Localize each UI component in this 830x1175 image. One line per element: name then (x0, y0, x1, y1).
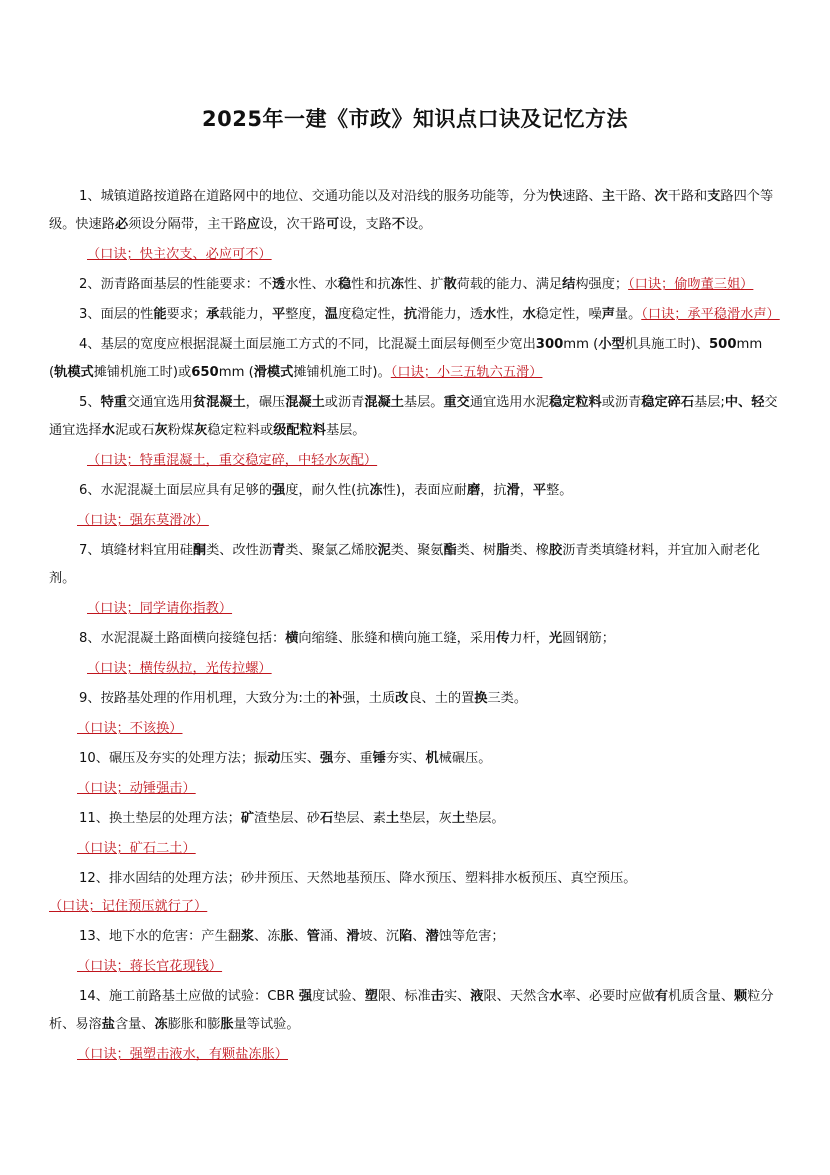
keyword: 强 (272, 483, 286, 498)
text-run: 量。 (614, 307, 642, 322)
text-run: 1、城镇道路按道路在道路网中的地位、交通功能以及对沿线的服务功能等，分为 (79, 189, 549, 204)
keyword: 机 (425, 751, 439, 766)
text-run: 膨胀和膨 (167, 1017, 221, 1032)
keyword: 强 (319, 751, 334, 766)
text-run: 8、水泥混凝土路面横向接缝包括： (79, 631, 286, 646)
keyword: 500 (708, 337, 737, 352)
keyword: 支 (707, 189, 721, 204)
keyword: 滑模式 (253, 365, 294, 380)
keyword: 稳 (337, 277, 352, 292)
text-run: 滑能力，透 (417, 307, 484, 322)
text-run: 强，土质 (342, 691, 396, 706)
text-run: 整度， (285, 307, 325, 322)
text-run: 14、施工前路基土应做的试验：CBR (79, 989, 299, 1004)
text-run: 良、土的置 (408, 691, 475, 706)
text-run: 垫层，灰 (399, 811, 452, 826)
text-run: 基层; (694, 395, 725, 410)
text-run: 涌、 (319, 929, 347, 944)
keyword: 灰 (154, 423, 168, 438)
mnemonic-line: （口诀；横传纵拉，光传拉螺） (87, 661, 272, 676)
mnemonic-inline: （口诀；偷吻董三姐） (628, 277, 754, 292)
text-run: 含量、 (114, 1017, 155, 1032)
text-run: 向缩缝、胀缝和横向施工缝，采用 (298, 631, 497, 646)
keyword: 换 (474, 691, 488, 706)
text-run: 11、换土垫层的处理方法； (79, 811, 241, 826)
keyword: 陷 (399, 929, 413, 944)
text-run: 速路、 (562, 189, 602, 204)
text-run: 类、聚氨 (390, 543, 444, 558)
keyword: 磨 (466, 483, 481, 498)
mnemonic-inline: （口诀；承平稳滑水声） (641, 307, 780, 322)
mnemonic-line: （口诀；动锤强击） (77, 781, 196, 796)
keyword: 颗 (734, 989, 748, 1004)
knowledge-point-6 (49, 477, 784, 505)
text-run: 稳定粒料或 (207, 423, 274, 438)
text-run: 设，次干路 (260, 217, 326, 232)
keyword: 胶 (548, 543, 563, 558)
text-run: 夯、重 (333, 751, 373, 766)
keyword: 必 (114, 217, 129, 232)
text-run: 度，耐久性(抗 (285, 483, 370, 498)
text-run: 坡、沉 (359, 929, 400, 944)
text-run: 机具施工时)、 (624, 337, 709, 352)
keyword: 抗 (403, 307, 418, 322)
keyword: 泥 (377, 543, 391, 558)
keyword: 级配粒料 (273, 423, 326, 438)
mnemonic-line: （口诀；蒋长官花现钱） (77, 959, 223, 974)
text-run: 机质含量、 (668, 989, 735, 1004)
text-run: mm ( (49, 337, 763, 380)
text-run: 10、碾压及夯实的处理方法；振 (79, 751, 268, 766)
text-run: 设。 (405, 217, 432, 232)
text-run: 实、 (443, 989, 471, 1004)
text-run: 5、 (79, 395, 101, 410)
text-run: mm ( (218, 365, 254, 380)
keyword: 300 (535, 337, 564, 352)
keyword: 主 (601, 189, 615, 204)
keyword: 盐 (101, 1017, 115, 1032)
text-run: 粒分析、易溶 (49, 989, 774, 1032)
knowledge-point-1 (49, 183, 784, 239)
keyword: 温 (324, 307, 338, 322)
knowledge-point-2 (49, 271, 784, 299)
keyword: 水 (101, 423, 115, 438)
keyword: 透 (272, 277, 286, 292)
text-run: 水性、水 (285, 277, 338, 292)
text-run: 、 (412, 929, 426, 944)
knowledge-point-7 (49, 537, 784, 593)
knowledge-point-14 (49, 983, 784, 1039)
keyword: 结 (562, 277, 576, 292)
keyword: 酮 (192, 543, 207, 558)
keyword: 矿 (240, 811, 255, 826)
mnemonic-inline: （口诀；记住预压就行了） (49, 899, 208, 914)
text-run: 基层。 (325, 423, 366, 438)
keyword: 水 (483, 307, 497, 322)
keyword: 水 (522, 307, 536, 322)
keyword: 强 (298, 989, 313, 1004)
page-title: 2025年一建《市政》知识点口诀及记忆方法 (202, 107, 628, 131)
mnemonic-line: （口诀；强塑击液水，有颗盐冻胀） (77, 1047, 288, 1062)
knowledge-point-4 (49, 331, 784, 387)
keyword: 光 (548, 631, 563, 646)
text-run: 6、水泥混凝土面层应具有足够的 (79, 483, 273, 498)
text-run: 12、排水固结的处理方法；砂井预压、天然地基预压、降水预压、塑料排水板预压、真空预压。 (79, 871, 637, 886)
mnemonic-inline: （口诀；小三五轨六五滑） (390, 365, 543, 380)
text-run: 稳定性，噪 (535, 307, 602, 322)
keyword: 改 (395, 691, 409, 706)
knowledge-point-11 (49, 805, 784, 833)
keyword: 胀 (280, 929, 294, 944)
keyword: 酯 (443, 543, 457, 558)
keyword: 能 (153, 307, 167, 322)
keyword: 液 (470, 989, 484, 1004)
keyword: 快 (548, 189, 563, 204)
keyword: 冻 (154, 1017, 168, 1032)
text-run: 限、天然含 (483, 989, 550, 1004)
text-run: 设，支路 (339, 217, 392, 232)
keyword: 锤 (372, 751, 386, 766)
keyword: 重交 (443, 395, 470, 410)
keyword: 平 (272, 307, 286, 322)
knowledge-point-9 (49, 685, 784, 713)
text-run: 类、树 (456, 543, 497, 558)
text-run: 要求； (166, 307, 207, 322)
text-run: 夯实、 (385, 751, 426, 766)
text-run: 度稳定性， (337, 307, 404, 322)
text-run: 路四个等级。快速路 (49, 189, 774, 232)
keyword: 胀 (220, 1017, 234, 1032)
text-run: 渣垫层、砂 (254, 811, 320, 826)
text-run: 3、面层的性 (79, 307, 154, 322)
text-run: 度试验、 (312, 989, 365, 1004)
text-run: 或沥青 (324, 395, 365, 410)
keyword: 贫混凝土 (192, 395, 246, 410)
text-run: 性和抗 (351, 277, 391, 292)
text-run: 性， (496, 307, 523, 322)
text-run: 蚀等危害； (438, 929, 505, 944)
keyword: 特重 (100, 395, 127, 410)
text-run: 垫层。 (465, 811, 505, 826)
text-run: 7、填缝材料宜用硅 (79, 543, 193, 558)
text-run: 2、沥青路面基层的性能要求：不 (79, 277, 273, 292)
text-run: 摊铺机施工时)。 (293, 365, 391, 380)
keyword: 平 (532, 483, 547, 498)
keyword: 有 (654, 989, 669, 1004)
text-run: 通宜选用水泥 (469, 395, 549, 410)
text-run: 类、橡 (509, 543, 549, 558)
mnemonic-line: （口诀；快主次支、必应可不） (87, 247, 272, 262)
keyword: 不 (391, 217, 406, 232)
keyword: 塑 (364, 989, 378, 1004)
mnemonic-line: （口诀；同学请你指教） (87, 601, 233, 616)
text-run: 13、地下水的危害：产生翻 (79, 929, 241, 944)
keyword: 石 (319, 811, 334, 826)
keyword: 补 (329, 691, 343, 706)
keyword: 浆 (240, 929, 255, 944)
mnemonic-line: （口诀；特重混凝土，重交稳定碎，中轻水灰配） (87, 453, 378, 468)
keyword: 承 (206, 307, 220, 322)
keyword: 声 (601, 307, 615, 322)
text-run: 类、聚氯乙烯胶 (285, 543, 378, 558)
text-run: 泥或石 (114, 423, 155, 438)
text-run: 构强度； (575, 277, 629, 292)
text-run: 整。 (546, 483, 573, 498)
text-run: 率、必要时应做 (562, 989, 655, 1004)
keyword: 冻 (369, 483, 383, 498)
text-run: 交通宜选择 (49, 395, 778, 438)
keyword: 青 (272, 543, 286, 558)
text-run: 粉煤 (167, 423, 195, 438)
text-run: 性)，表面应耐 (382, 483, 467, 498)
knowledge-point-5 (49, 389, 784, 445)
text-run: 圆钢筋； (562, 631, 615, 646)
keyword: 冻 (390, 277, 404, 292)
keyword: 混凝土 (364, 395, 404, 410)
knowledge-point-10 (49, 745, 784, 773)
keyword: 应 (246, 217, 260, 232)
text-run: 摊铺机施工时)或 (93, 365, 192, 380)
text-run: 干路、 (614, 189, 655, 204)
text-run: 或沥青 (601, 395, 642, 410)
text-run: 荷载的能力、满足 (456, 277, 563, 292)
keyword: 稳定碎石 (641, 395, 695, 410)
text-run: 干路和 (667, 189, 708, 204)
knowledge-point-13 (49, 923, 784, 951)
keyword: 管 (306, 929, 320, 944)
text-run: 基层。 (403, 395, 444, 410)
keyword: 动 (267, 751, 281, 766)
keyword: 小型 (598, 337, 625, 352)
text-run: 压实、 (280, 751, 320, 766)
keyword: 滑 (506, 483, 520, 498)
text-run: 沥青类填缝材料，并宜加入耐老化剂。 (49, 543, 760, 586)
keyword: 散 (443, 277, 457, 292)
keyword: 轨模式 (54, 365, 94, 380)
keyword: 中、轻 (724, 395, 765, 410)
keyword: 混凝土 (285, 395, 325, 410)
keyword: 土 (385, 811, 400, 826)
text-run: 垫层、素 (333, 811, 386, 826)
text-run: 、冻 (254, 929, 281, 944)
text-run: 类、改性沥 (206, 543, 273, 558)
keyword: 土 (451, 811, 466, 826)
knowledge-point-12 (49, 865, 784, 921)
keyword: 击 (430, 989, 444, 1004)
text-run: 须设分隔带，主干路 (128, 217, 247, 232)
text-run: ， (519, 483, 533, 498)
keyword: 水 (549, 989, 563, 1004)
keyword: 脂 (496, 543, 510, 558)
keyword: 650 (191, 365, 219, 380)
text-run: 械碾压。 (438, 751, 492, 766)
keyword: 横 (285, 631, 299, 646)
text-run: mm ( (563, 337, 599, 352)
mnemonic-line: （口诀；不该换） (77, 721, 183, 736)
text-run: 、 (293, 929, 307, 944)
mnemonic-line: （口诀；矿石二土） (77, 841, 196, 856)
text-run: 量等试验。 (233, 1017, 300, 1032)
keyword: 传 (496, 631, 510, 646)
keyword: 灰 (194, 423, 208, 438)
text-run: 力杆， (509, 631, 549, 646)
mnemonic-line: （口诀；强东莫滑冰） (77, 513, 209, 528)
text-run: 交通宜选用 (126, 395, 193, 410)
knowledge-point-3 (49, 301, 784, 329)
keyword: 可 (325, 217, 340, 232)
keyword: 稳定粒料 (548, 395, 602, 410)
keyword: 次 (654, 189, 668, 204)
text-run: 三类。 (487, 691, 528, 706)
text-run: 性、扩 (403, 277, 444, 292)
text-run: ，抗 (480, 483, 507, 498)
text-run: 4、基层的宽度应根据混凝土面层施工方式的不同，比混凝土面层每侧至少宽出 (79, 337, 536, 352)
knowledge-point-8 (49, 625, 784, 653)
text-run: 载能力， (219, 307, 273, 322)
keyword: 潜 (425, 929, 439, 944)
text-run: 限、标准 (377, 989, 431, 1004)
text-run: ，碾压 (245, 395, 286, 410)
document-body (49, 183, 784, 1071)
text-run: 9、按路基处理的作用机理，大致分为:土的 (79, 691, 330, 706)
keyword: 滑 (346, 929, 360, 944)
